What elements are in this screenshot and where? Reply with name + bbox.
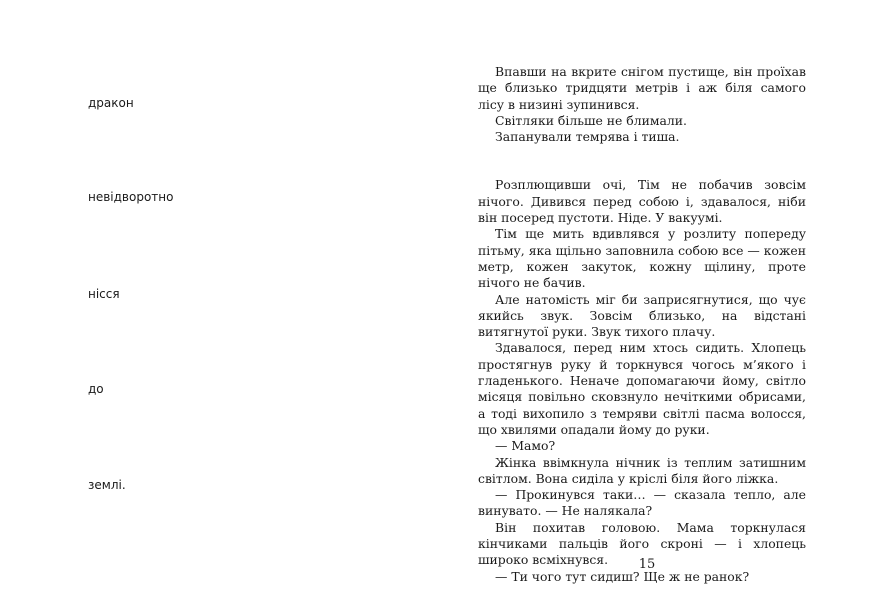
falling-word: землі. <box>88 478 126 492</box>
paragraph: Запанували темрява і тиша. <box>495 129 680 145</box>
paragraph: Тім ще мить вдивлявся у розлиту попереду пітьму, яка щільно заповнила собою все — кожен метр, кожен закуток, кожну щілину, проте нічого не бачив. <box>478 226 806 291</box>
right-page-text <box>478 64 806 585</box>
paragraph: Він похитав головою. Мама торкнулася кінчиками пальців його скроні — і хлопець широко всміхнувся. <box>478 519 806 568</box>
paragraph: Розплющивши очі, Тім не побачив зовсім нічого. Дивився перед собою і, здавалося, ніби він посеред пустоти. Ніде. У вакуумі. <box>478 177 806 226</box>
paragraph: Здавалося, перед ним хтось сидить. Хлопець простягнув руку й торкнувся чогось м’якого і гладенького. Неначе допомагаючи йому, світло місяця повільно сковзнуло нечіткими обрисами, а тоді вихопило з темряви світлі пасма волосся, що хвилями опадали йому до руки. <box>478 340 806 437</box>
paragraph: Світляки більше не блимали. <box>495 112 687 128</box>
dialogue-line: — Прокинувся таки… — сказала тепло, але винувато. — Не налякала? <box>478 487 806 519</box>
falling-word: нісся <box>88 287 120 301</box>
page-number: 15 <box>638 557 656 572</box>
falling-word: до <box>88 382 104 396</box>
dialogue-line: — Ти чого тут сидиш? Ще ж не ранок? <box>495 568 750 584</box>
falling-word: невідворотно <box>88 190 174 204</box>
paragraph: Впавши на вкрите снігом пустище, він проїхав ще близько тридцяти метрів і аж біля самого лісу в низині зупинився. <box>478 64 806 112</box>
section-break <box>478 145 806 177</box>
falling-word: дракон <box>88 96 134 110</box>
left-page-falling-words <box>88 0 288 600</box>
paragraph: Жінка ввімкнула нічник із теплим затишним світлом. Вона сиділа у кріслі біля його ліжка. <box>478 454 806 486</box>
paragraph: Але натомість міг би заприсягнутися, що чує якийсь звук. Зовсім близько, на відстані витягнутої руки. Звук тихого плачу. <box>478 291 806 340</box>
dialogue-line: — Мамо? <box>495 438 556 454</box>
